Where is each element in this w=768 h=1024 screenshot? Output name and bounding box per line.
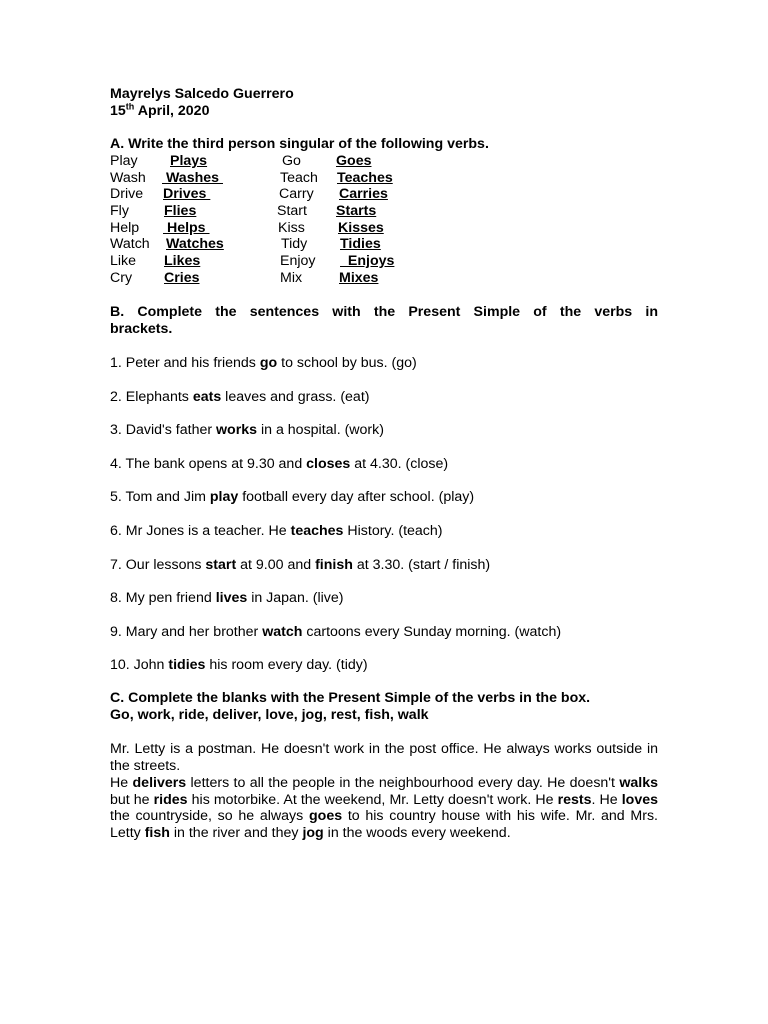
section-b-title: B. Complete the sentences with the Present Simple of the verbs in (110, 304, 658, 320)
answer-verb: Tidies (340, 236, 381, 253)
sentence (110, 355, 670, 389)
answer-verb: Enjoys (340, 253, 395, 270)
text-run: in a hospital. (work) (257, 422, 384, 439)
base-verb: Cry (110, 269, 133, 286)
base-verb: Watch (110, 236, 150, 253)
text-run: 1. Peter and his friends (110, 355, 260, 371)
verb-row (110, 253, 440, 270)
text-run: the countryside, so he always (110, 808, 309, 825)
answer-verb: Kisses (338, 219, 384, 236)
text-run: letters to all the people in the neighbourhood every day. He doesn't (186, 775, 620, 791)
sentence (110, 624, 670, 658)
text-run: 2. Elephants (110, 388, 193, 405)
answer-word: teaches (290, 522, 344, 539)
text-run: in Japan. (live) (247, 590, 344, 607)
date (110, 100, 658, 120)
answer-word: walks (619, 775, 658, 791)
text-run: 9. Mary and her brother (110, 623, 263, 640)
answer-word: closes (306, 455, 351, 472)
verb-row (110, 170, 440, 187)
verb-grid (110, 153, 440, 287)
verb-row (110, 186, 440, 203)
answer-verb: Goes (336, 153, 372, 169)
base-verb: Fly (110, 203, 129, 220)
answer-verb: Watches (166, 236, 224, 253)
answer-word: tidies (168, 657, 206, 674)
text-run: at 4.30. (close) (350, 455, 449, 472)
answer-word: rests (557, 791, 592, 808)
answer-verb: Mixes (339, 269, 379, 286)
section-b-title-cont: brackets. (110, 321, 173, 337)
base-verb: Enjoy (280, 253, 316, 270)
answer-word: eats (192, 388, 222, 405)
text-run: 3. David's father (110, 422, 217, 439)
base-verb: Wash (110, 169, 146, 186)
sentence (110, 557, 670, 591)
answer-verb: Teaches (337, 169, 393, 186)
text-run: his motorbike. At the weekend, Mr. Letty doesn't work. He (187, 791, 558, 808)
text-run: He (110, 775, 133, 791)
base-verb: Tidy (281, 236, 308, 253)
verb-row (110, 153, 440, 170)
answer-verb: Drives (163, 186, 211, 203)
base-verb: Start (277, 203, 307, 220)
text-run: to school by bus. (go) (277, 355, 417, 371)
text-run: leaves and grass. (eat) (221, 388, 370, 405)
text-run: 4. The bank opens at 9.30 and (110, 455, 307, 472)
answer-verb: Starts (336, 203, 377, 220)
sentence-list (110, 355, 670, 691)
answer-verb: Plays (170, 153, 208, 169)
answer-word: loves (621, 791, 659, 808)
base-verb: Mix (280, 269, 303, 286)
text-run: 6. Mr Jones is a teacher. He (110, 522, 291, 539)
answer-verb: Washes (162, 169, 223, 186)
text-run: 10. John (110, 657, 169, 674)
base-verb: Go (282, 153, 301, 169)
text-run: History. (teach) (343, 522, 443, 539)
sentence (110, 422, 670, 456)
answer-word: goes (308, 808, 343, 825)
sentence (110, 489, 670, 523)
header (110, 86, 658, 119)
answer-verb: Helps (163, 219, 210, 236)
answer-word: works (216, 422, 258, 439)
answer-word: rides (153, 791, 188, 808)
answer-verb: Carries (339, 186, 388, 203)
verb-row (110, 203, 440, 220)
student-name: Mayrelys Salcedo Guerrero (110, 86, 294, 102)
base-verb: Kiss (278, 219, 305, 236)
date-suffix: th (125, 100, 135, 111)
answer-word: delivers (132, 775, 187, 791)
answer-word: watch (262, 623, 303, 640)
answer-word: play (209, 489, 239, 506)
paragraph-1: Mr. Letty is a postman. He doesn't work in the post office. He always works outside in the streets. (110, 741, 658, 774)
verb-row (110, 270, 440, 287)
sentence (110, 523, 670, 557)
text-run: 8. My pen friend (110, 590, 216, 607)
verb-row (110, 220, 440, 237)
text-run: to his country house with his wife. Mr. and Mrs. Letty (110, 808, 658, 842)
answer-verb: Flies (164, 203, 197, 220)
section-c-instruction: C. Complete the blanks with the Present Simple of the verbs in the box. (110, 690, 591, 706)
text-run: at 9.00 and (236, 556, 316, 573)
base-verb: Teach (280, 169, 318, 186)
answer-word: start (205, 556, 237, 573)
text-run: football every day after school. (play) (238, 489, 475, 506)
answer-word: lives (215, 590, 248, 607)
sentence (110, 389, 670, 423)
verb-box: Go, work, ride, deliver, love, jog, rest, fish, walk (110, 706, 429, 723)
answer-verb: Cries (164, 269, 200, 286)
text-run: his room every day. (tidy) (205, 657, 368, 674)
text-run: in the river and they (169, 825, 303, 842)
base-verb: Carry (279, 186, 314, 203)
answer-word: finish (315, 556, 353, 573)
date-rest: April, 2020 (134, 102, 210, 119)
text-run: at 3.30. (start / finish) (352, 556, 491, 573)
section-c-title (110, 690, 658, 723)
sentence (110, 657, 670, 691)
verb-row (110, 236, 440, 253)
text-run: cartoons every Sunday morning. (watch) (302, 623, 562, 640)
date-day: 15 (110, 102, 126, 119)
base-verb: Play (110, 153, 138, 169)
text-run: . He (591, 791, 622, 808)
base-verb: Drive (110, 186, 144, 203)
paragraph-2 (110, 775, 658, 842)
text-run: but he (110, 791, 154, 808)
text-run: in the woods every weekend. (323, 825, 511, 842)
base-verb: Help (110, 219, 140, 236)
text-run: 5. Tom and Jim (110, 489, 210, 506)
base-verb: Like (110, 253, 137, 270)
section-a-title: A. Write the third person singular of the following verbs. (110, 136, 489, 152)
answer-word: go (259, 355, 278, 371)
answer-verb: Likes (164, 253, 201, 270)
sentence (110, 456, 670, 490)
answer-word: fish (144, 825, 170, 842)
sentence (110, 590, 670, 624)
answer-word: jog (302, 825, 324, 842)
text-run: 7. Our lessons (110, 556, 206, 573)
